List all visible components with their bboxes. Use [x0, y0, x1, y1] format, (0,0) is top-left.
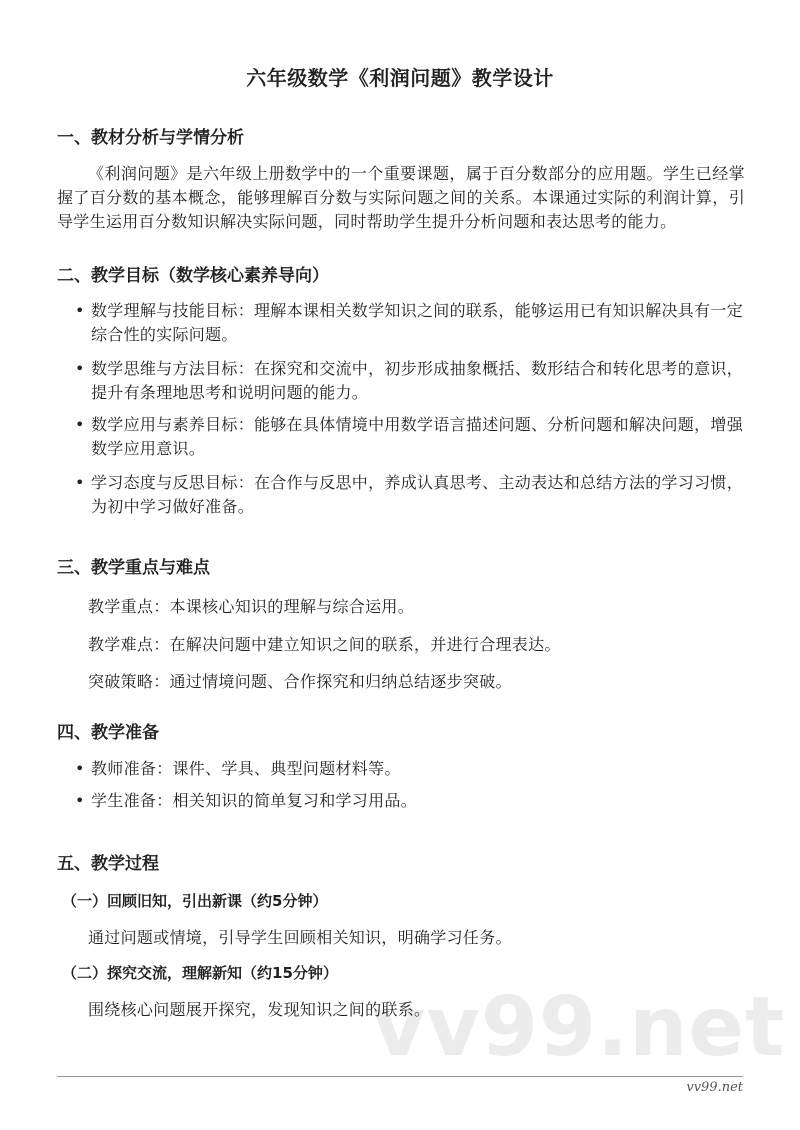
strategy: 突破策略：通过情境问题、合作探究和归纳总结逐步突破。 [88, 672, 512, 691]
difficulty: 教学难点：在解决问题中建立知识之间的联系，并进行合理表达。 [88, 635, 561, 654]
bullet-icon: • [75, 415, 85, 434]
bullet-icon: • [75, 473, 85, 492]
list-item: • 学习态度与反思目标：在合作与反思中，养成认真思考、主动表达和总结方法的学习习惯，为初中学习做好准备。 [75, 473, 744, 516]
key-point: 教学重点：本课核心知识的理解与综合运用。 [88, 597, 415, 616]
document-title: 六年级数学《利润问题》教学设计 [246, 66, 554, 90]
list-item: • 教师准备：课件、学具、典型问题材料等。 [75, 757, 745, 781]
section-heading-3: 三、教学重点与难点 [57, 558, 210, 578]
subsection-1-text: 通过问题或情境，引导学生回顾相关知识，明确学习任务。 [88, 928, 512, 947]
section-heading-2: 二、教学目标（数学核心素养导向） [57, 266, 329, 286]
bullet-icon: • [75, 759, 85, 778]
list-item: • 学生准备：相关知识的简单复习和学习用品。 [75, 789, 745, 813]
section-heading-5: 五、教学过程 [57, 854, 159, 874]
bullet-icon: • [75, 359, 85, 378]
watermark: vv99.net [372, 980, 786, 1075]
section-1-paragraph: 《利润问题》是六年级上册数学中的一个重要课题，属于百分数部分的应用题。学生已经掌握了百分数的基本概念，能够理解百分数与实际问题之间的关系。本课通过实际的利润计算，引导学生运用百分数知识解决实际问题，同时帮助学生提升分析问题和表达思考的能力。 [57, 164, 745, 231]
footer-divider [57, 1076, 743, 1077]
bullet-icon: • [75, 301, 85, 320]
subsection-heading-2: （二）探究交流，理解新知（约15分钟） [62, 964, 338, 982]
section-heading-4: 四、教学准备 [57, 723, 159, 743]
subsection-2-text: 围绕核心问题展开探究，发现知识之间的联系。 [88, 1000, 431, 1019]
bullet-icon: • [75, 791, 85, 810]
footer-site: vv99.net [686, 1080, 743, 1095]
list-item: • 数学理解与技能目标：理解本课相关数学知识之间的联系，能够运用已有知识解决具有一定综合性的实际问题。 [75, 301, 744, 344]
list-item: • 数学思维与方法目标：在探究和交流中，初步形成抽象概括、数形结合和转化思考的意识，提升有条理地思考和说明问题的能力。 [75, 359, 744, 402]
section-heading-1: 一、教材分析与学情分析 [57, 128, 244, 148]
subsection-heading-1: （一）回顾旧知，引出新课（约5分钟） [62, 892, 328, 910]
list-item: • 数学应用与素养目标：能够在具体情境中用数学语言描述问题、分析问题和解决问题，增强数学应用意识。 [75, 415, 744, 458]
